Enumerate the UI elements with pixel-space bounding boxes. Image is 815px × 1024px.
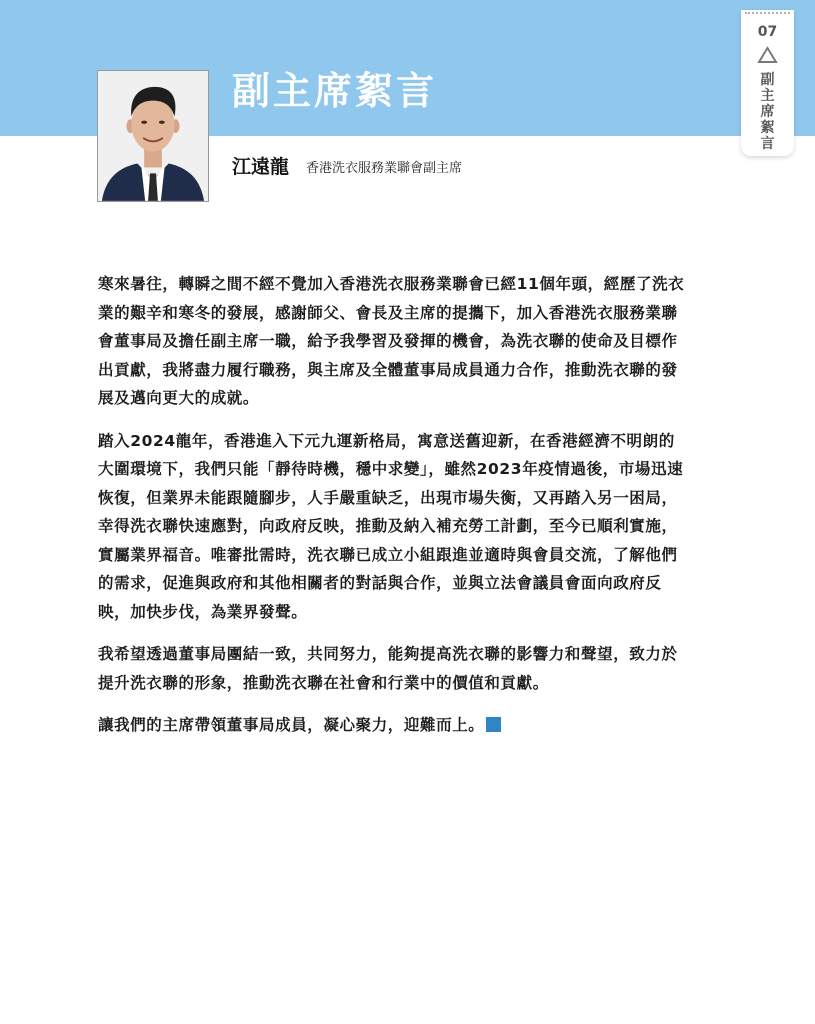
section-tab-label [741,72,794,152]
tab-dotted-edge [745,12,790,14]
tab-label-char: 絮 [760,120,775,136]
triangle-outline-icon [757,46,778,64]
tab-label-char: 席 [760,104,775,120]
paragraph-last [98,711,690,740]
article-body [98,270,690,754]
person-role: 香港洗衣服務業聯會副主席 [306,161,463,176]
end-mark-square [486,717,501,732]
person-name: 江遠龍 [232,156,290,178]
page-title: 副主席絮言 [232,69,438,113]
paragraph-text: 讓我們的主席帶領董事局成員，凝心聚力，迎難而上。 [98,716,485,734]
tab-label-char: 言 [760,136,775,152]
section-side-tab [741,10,794,156]
paragraph: 寒來暑往，轉瞬之間不經不覺加入香港洗衣服務業聯會已經11個年頭，經歷了洗衣業的艱辛和寒冬的發展，感謝師父、會長及主席的提攜下，加入香港洗衣服務業聯會董事局及擔任副主席一職，給予我學習及發揮的機會，為洗衣聯的使命及目標作出貢獻，我將盡力履行職務，與主席及全體董事局成員通力合作，推動洗衣聯的發展及邁向更大的成就。 [98,275,685,407]
page-number: 07 [757,24,778,40]
portrait-photo [97,70,209,202]
tab-label-char: 主 [760,88,775,104]
paragraph: 我希望透過董事局團結一致，共同努力，能夠提高洗衣聯的影響力和聲望，致力於提升洗衣聯的形象，推動洗衣聯在社會和行業中的價值和貢獻。 [98,645,678,692]
portrait-image [98,71,208,201]
tab-label-char: 副 [760,72,775,88]
paragraph: 踏入2024龍年，香港進入下元九運新格局，寓意送舊迎新，在香港經濟不明朗的大圍環境下，我們只能「靜待時機，穩中求變」，雖然2023年疫情過後，市場迅速恢復，但業界未能跟隨腳步，人手嚴重缺乏，出現市場失衡，又再踏入另一困局，幸得洗衣聯快速應對，向政府反映，推動及納入補充勞工計劃，至今已順利實施，實屬業界福音。唯審批需時，洗衣聯已成立小組跟進並適時與會員交流，了解他們的需求，促進與政府和其他相關者的對話與合作，並與立法會議員會面向政府反映，加快步伐，為業界發聲。 [98,431,684,621]
